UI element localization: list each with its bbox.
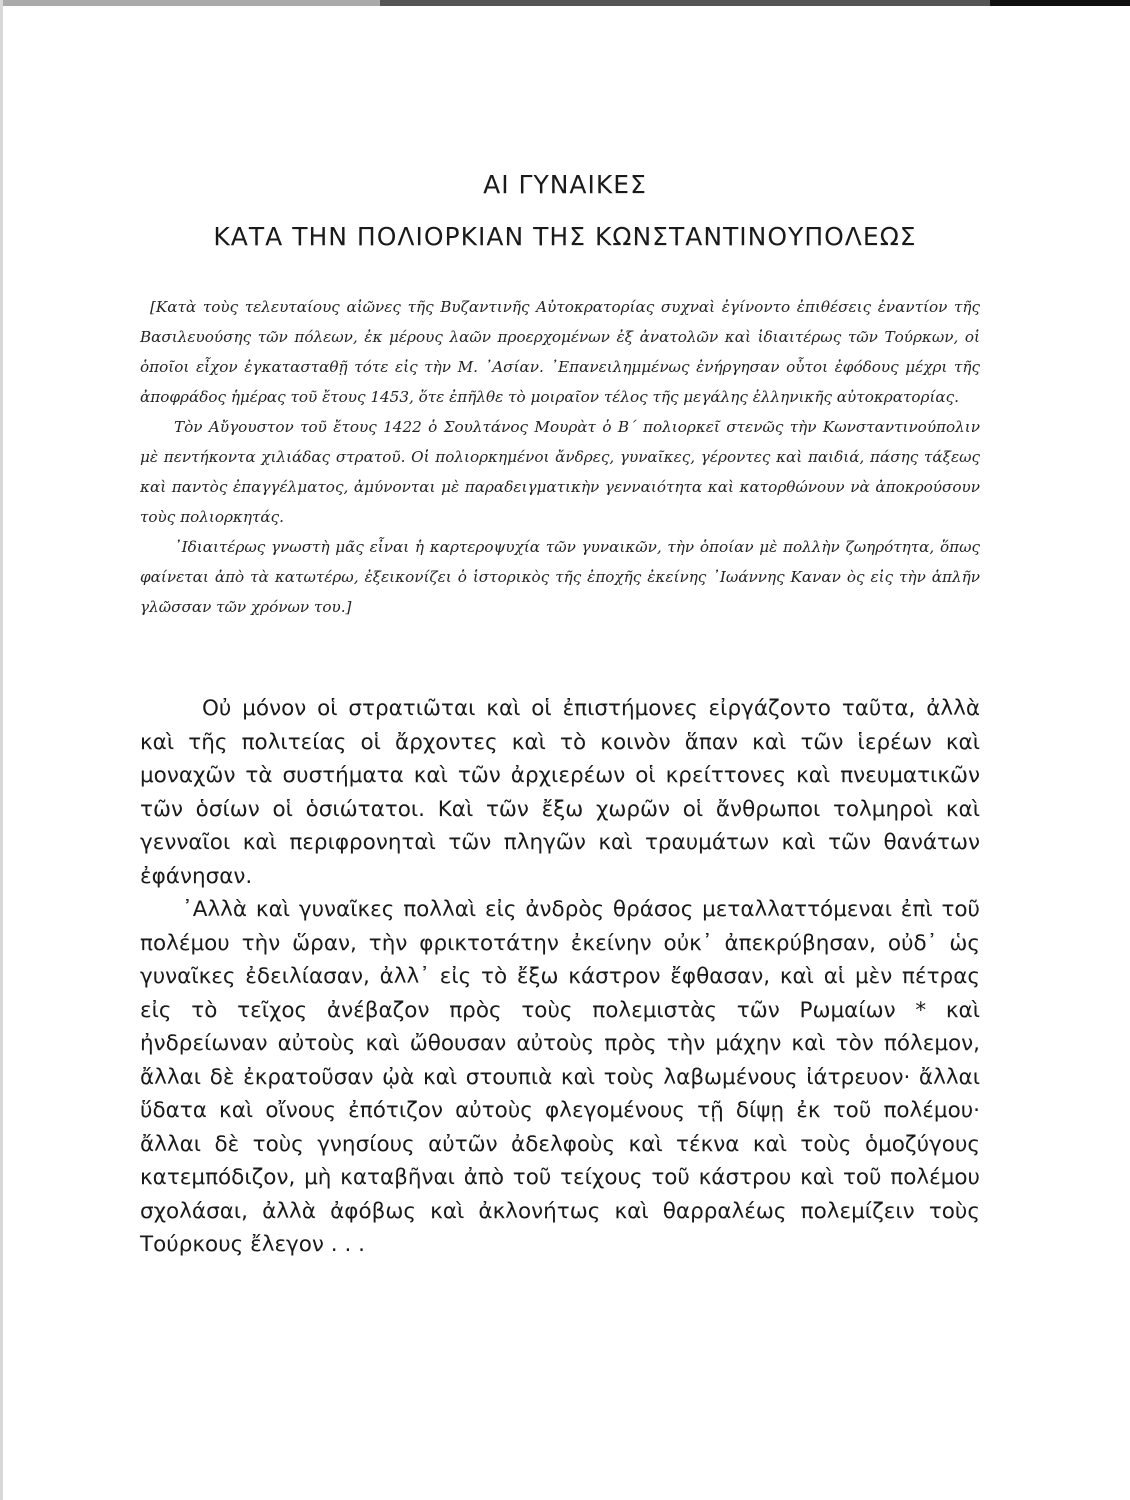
page-title-line-2: ΚΑΤΑ ΤΗΝ ΠΟΛΙΟΡΚΙΑΝ ΤΗΣ ΚΩΝΣΤΑΝΤΙΝΟΥΠΟΛΕΩΣ [213, 222, 917, 251]
intro-paragraph-1: [Κατὰ τοὺς τελευταίους αἰῶνες τῆς Βυζαντινῆς Αὐτοκρατορίας συχναὶ ἐγίνοντο ἐπιθέσεις ἐναντίον τῆς Βασιλευούσης τῶν πόλεων, ἐκ μέρους λαῶν προερχομένων ἐξ ἀνατολῶν καὶ ἰδιαιτέρως τῶν Τούρκων, οἱ ὁποῖοι εἶχον ἐγκατασταθῇ τότε εἰς τὴν Μ. ᾿Ασίαν. ᾿Επανειλημμένως ἐνήργησαν οὗτοι ἐφόδους μέχρι τῆς ἀποφράδος ἡμέρας τοῦ ἔτους 1453, ὅτε ἐπῆλθε τὸ μοιραῖον τέλος τῆς μεγάλης ἑλληνικῆς αὐτοκρατορίας. [140, 298, 980, 406]
main-paragraph-2: ᾿Αλλὰ καὶ γυναῖκες πολλαὶ εἰς ἀνδρὸς θράσος μεταλλαττόμεναι ἐπὶ τοῦ πολέμου τὴν ὥραν, τὴν φρικτοτάτην ἐκείνην οὐκ᾿ ἀπεκρύβησαν, οὐδ᾿ ὡς γυναῖκες ἐδειλίασαν, ἀλλ᾿ εἰς τὸ ἔξω κάστρον ἔφθασαν, καὶ αἱ μὲν πέτρας εἰς τὸ τεῖχος ἀνέβαζον πρὸς τοὺς πολεμιστὰς τῶν Ρωμαίων * καὶ ἠνδρείωναν αὐτοὺς καὶ ὤθουσαν αὐτοὺς πρὸς τὴν μάχην καὶ τὸν πόλεμον, ἄλλαι δὲ ἐκρατοῦσαν ᾠὰ καὶ στουπιὰ καὶ τοὺς λαβωμένους ἰάτρευον· ἄλλαι ὕδατα καὶ οἴνους ἐπότιζον αὐτοὺς φλεγομένους τῇ δίψῃ ἐκ τοῦ πολέμου· ἄλλαι δὲ τοὺς γνησίους αὐτῶν ἀδελφοὺς καὶ τέκνα καὶ τοὺς ὁμοζύγους κατεμπόδιζον, μὴ καταβῆναι ἀπὸ τοῦ τείχους τοῦ κάστρου καὶ τοῦ πολέμου σχολάσαι, ἀλλὰ ἀφόβως καὶ ἀκλονήτως καὶ θαρραλέως πολεμίζειν τοὺς Τούρκους ἔλεγον . . . [140, 897, 980, 1257]
intro-paragraph-2: Τὸν Αὔγουστον τοῦ ἔτους 1422 ὁ Σουλτάνος Μουρὰτ ὁ Β΄ πολιορκεῖ στενῶς τὴν Κωνσταντινούπολιν μὲ πεντήκοντα χιλιάδας στρατοῦ. Οἱ πολιορκημένοι ἄνδρες, γυναῖκες, γέροντες καὶ παιδιά, πάσης τάξεως καὶ παντὸς ἐπαγγέλματος, ἀμύνονται μὲ παραδειγματικὴν γενναιότητα καὶ κατορθώνουν νὰ ἀποκρούσουν τοὺς πολιορκητάς. [140, 418, 980, 526]
main-text [140, 692, 980, 1262]
scan-top-edge [0, 0, 1130, 6]
main-paragraph-1: Οὐ μόνον οἱ στρατιῶται καὶ οἱ ἐπιστήμονες εἰργάζοντο ταῦτα, ἀλλὰ καὶ τῆς πολιτείας οἱ ἄρχοντες καὶ τὸ κοινὸν ἅπαν καὶ τῶν ἱερέων καὶ μοναχῶν τὰ συστήματα καὶ τῶν ἀρχιερέων οἱ κρείττονες καὶ πνευματικῶν τῶν ὁσίων οἱ ὁσιώτατοι. Καὶ τῶν ἔξω χωρῶν οἱ ἄνθρωποι τολμηροὶ καὶ γενναῖοι καὶ περιφρονηταὶ τῶν πληγῶν καὶ τραυμάτων καὶ τῶν θανάτων ἐφάνησαν. [140, 696, 980, 889]
page-title-line-1: ΑΙ ΓΥΝΑΙΚΕΣ [483, 170, 647, 199]
scan-top-edge-light [0, 0, 380, 6]
intro-paragraph-3: ᾿Ιδιαιτέρως γνωστὴ μᾶς εἶναι ἡ καρτεροψυχία τῶν γυναικῶν, τὴν ὁποίαν μὲ πολλὴν ζωηρότητα, ὅπως φαίνεται ἀπὸ τὰ κατωτέρω, ἐξεικονίζει ὁ ἱστορικὸς τῆς ἐποχῆς ἐκείνης ᾿Ιωάννης Καναν ὸς εἰς τὴν ἁπλῆν γλῶσσαν τῶν χρόνων του.] [140, 538, 980, 616]
intro-note [140, 292, 980, 622]
scan-top-edge-dark [990, 0, 1130, 6]
